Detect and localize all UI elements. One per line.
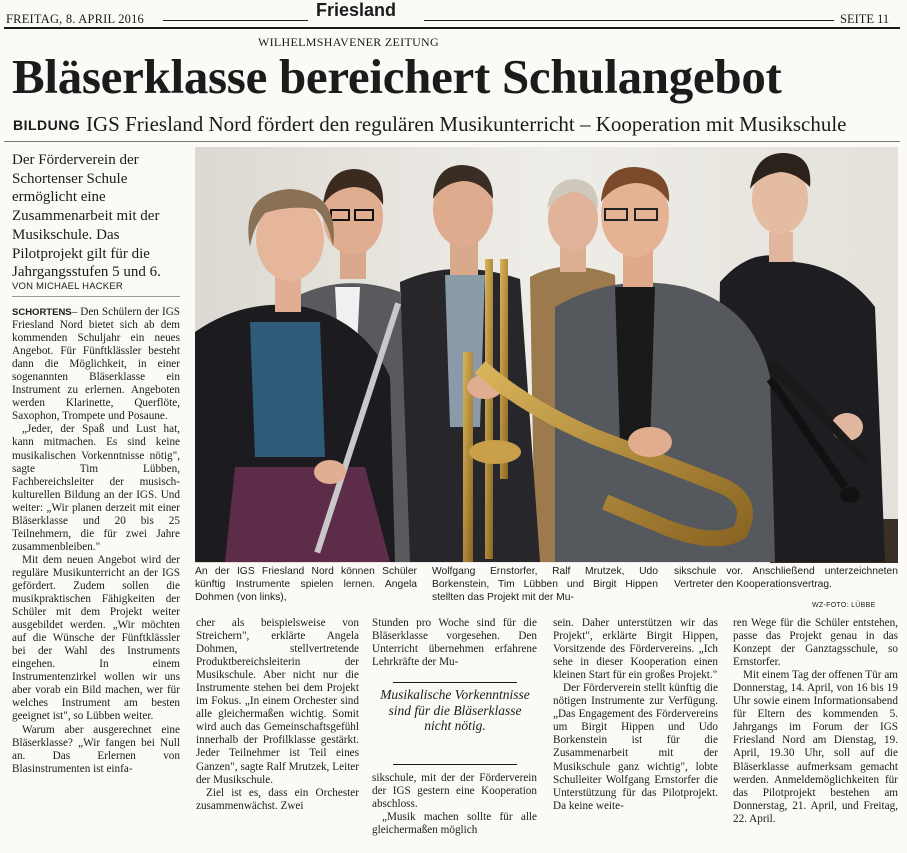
paragraph-5: cher als beispielsweise von Streichern", erklärte Angela Dohmen, stellvertretende Produktbereichsleiterin der Musikschule. Aber nicht nur die Instrumente stehen bei dem Projekt im Fokus. „In einem Orchester sind alle gleichermaßen wichtig. Somit wird auch das Gemeinschaftsgefühl innerhalb der Profilklasse gestärkt. Jeder Teilnehmer ist Teil eines Ganzen", sagte Ralf Mrutzek, Leiter der Musikschule. bbox=[196, 617, 359, 786]
dateline: SCHORTENS bbox=[12, 307, 72, 318]
photo-caption-3: sikschule vor. Anschließend unterzeichneten Vertreter den Kooperationsvertrag. bbox=[674, 566, 898, 591]
article-column-3-bottom bbox=[372, 772, 537, 848]
group-photo-illustration bbox=[195, 147, 898, 563]
paragraph-8: sikschule, mit der der Förderverein der IGS gestern eine Kooperation abschloss. bbox=[372, 772, 537, 811]
article-column-3-top bbox=[372, 617, 537, 677]
article-column-5 bbox=[733, 617, 898, 847]
article-column-4 bbox=[553, 617, 718, 847]
pullquote: Musikalische Vorkenntnisse sind für die Bläserklasse nicht nötig. bbox=[380, 687, 530, 733]
page-number: SEITE 11 bbox=[840, 12, 890, 26]
paragraph-4: Warum aber ausgerechnet eine Bläserklasse? „Wir fangen bei Null an. Das Erlernen von Blasinstrumenten ist einfa- bbox=[12, 723, 180, 775]
article-column-1 bbox=[12, 306, 180, 846]
pullquote-rule-bottom bbox=[393, 764, 517, 765]
subheadline: IGS Friesland Nord fördert den regulären Musikunterricht – Kooperation mit Musikschule bbox=[86, 112, 847, 136]
paragraph-2: „Jeder, der Spaß und Lust hat, kann mitmachen. Es sind keine musikalischen Vorkenntnisse nötig", sagte Tim Lübben, Fachbereichsleiter der musisch-kulturellen Bildung an der IGS. Und weiter: „Wir planen derzeit mit einer Bläserklasse und 20 bis 25 Teilnehmern, die für zwei Jahre zusammenbleiben." bbox=[12, 423, 180, 553]
byline-rule bbox=[12, 296, 180, 297]
kicker: BILDUNG bbox=[13, 117, 81, 133]
headline: Bläserklasse bereichert Schulangebot bbox=[12, 49, 782, 104]
paragraph-7: Stunden pro Woche sind für die Bläserklasse vorgesehen. Den Unterricht übernehmen erfahrene Lehrkräfte der Mu- bbox=[372, 617, 537, 669]
paragraph-13: Mit einem Tag der offenen Tür am Donnerstag, 14. April, von 16 bis 19 Uhr sowie einem Informationsabend für Eltern des kommenden 5. Jahrgangs im Forum der IGS Friesland Nord am Dienstag, 19. April, 19.30 Uhr, soll auf die Bläserklasse aufmerksam gemacht werden. Anmeldemöglichkeiten für das Pilotprojekt bestehen am Donnerstag, 21. April, und Freitag, 22. April. bbox=[733, 669, 898, 825]
header-rule-right bbox=[424, 20, 834, 21]
date-line: FREITAG, 8. APRIL 2016 bbox=[6, 12, 145, 26]
paragraph-11: Der Förderverein stellt künftig die nötigen Instrumente zur Verfügung. „Das Engagement des Fördervereins um Birgit Hippen und Udo Borkenstein ist für die Zusammenarbeit mit der Musikschule ganz wichtig", lobte Schulleiter Wolfgang Ernstorfer die Unterstützung für das Pilotprojekt. Da keine weite- bbox=[553, 682, 718, 812]
article-column-2 bbox=[196, 617, 359, 847]
paragraph-9: „Musik machen sollte für alle gleichermaßen möglich bbox=[372, 811, 537, 837]
article-photo bbox=[195, 147, 898, 563]
photo-credit: WZ-FOTO: LÜBBE bbox=[812, 602, 876, 609]
photo-caption-1: An der IGS Friesland Nord können Schüler künftig Instrumente spielen lernen. Angela Dohmen (von links), bbox=[195, 566, 417, 604]
paragraph-1 bbox=[12, 306, 180, 423]
teaser: Der Förderverein der Schortenser Schule ermöglicht eine Zusammenarbeit mit der Musikschule. Das Pilotprojekt gilt für die Jahrgangsstufen 5 und 6. bbox=[12, 152, 161, 281]
newspaper-name: WILHELMSHAVENER ZEITUNG bbox=[258, 35, 439, 49]
paragraph-10: sein. Daher unterstützen wir das Projekt", erklärte Birgit Hippen, Vorsitzende des Fördervereins. „Ich sehe in dieser Kooperation einen kleinen Start für ein großes Projekt." bbox=[553, 617, 718, 682]
paragraph-3: Mit dem neuen Angebot wird der reguläre Musikunterricht an der IGS gefördert. Zudem sollen die musikpraktischen Fähigkeiten der Schüler mit dem Projekt weiter ausgebildet werden. „Wir möchten auf die Wünsche der Fünftklässler bei der Wahl des Instruments eingehen. In einem Instrumentenzirkel wollen wir uns aber vorab ein Bild machen, wer für welches Instrument am besten geeignet ist", so Lübben weiter. bbox=[12, 553, 180, 723]
byline: VON MICHAEL HACKER bbox=[12, 281, 123, 292]
subheadline-rule bbox=[4, 141, 900, 142]
header-rule-left bbox=[163, 20, 308, 21]
pullquote-rule-top bbox=[393, 682, 517, 683]
paragraph-1-text: – Den Schülern der IGS Friesland Nord bietet sich ab dem kommenden Schuljahr ein neues Angebot. Für Fünftklässler besteht dann die Möglichkeit, in einer sogenannten Bläserklasse ein Instrument zu erlernen. Angeboten werden Klarinette, Querflöte, Saxophon, Trompete und Posaune. bbox=[12, 306, 180, 423]
section-title: Friesland bbox=[316, 0, 397, 20]
header-thick-rule bbox=[4, 27, 900, 29]
paragraph-12: ren Wege für die Schüler entstehen, passe das Projekt genau in das Konzept der Ganztagsschule, so Ernstorfer. bbox=[733, 617, 898, 669]
paragraph-6: Ziel ist es, dass ein Orchester zusammenwächst. Zwei bbox=[196, 786, 359, 812]
photo-caption-2: Wolfgang Ernstorfer, Ralf Mrutzek, Udo Borkenstein, Tim Lübben und Birgit Hippen stellten das Projekt mit der Mu- bbox=[432, 566, 658, 604]
